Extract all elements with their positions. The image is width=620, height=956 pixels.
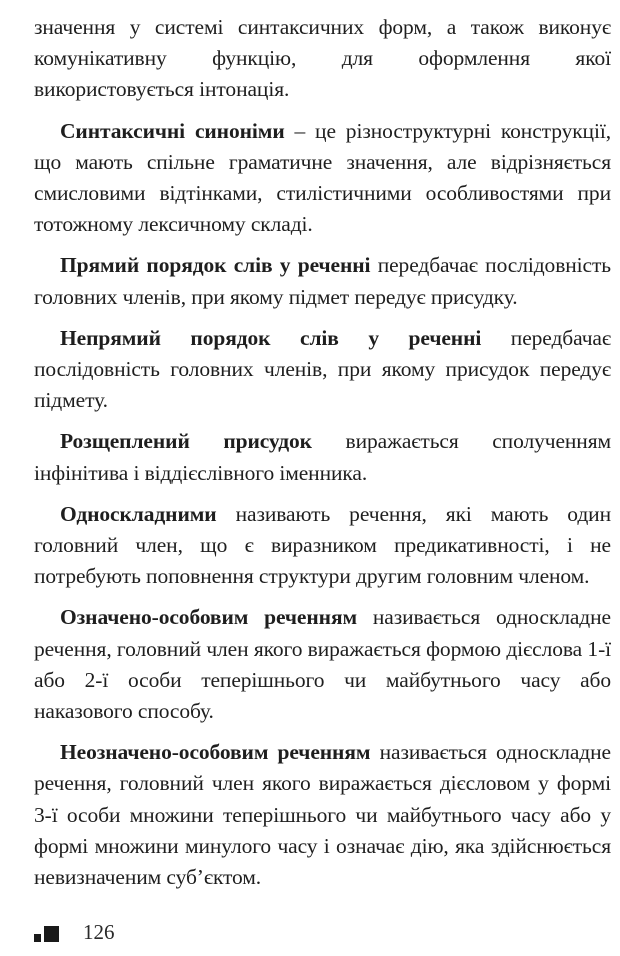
paragraph-definite-personal (34, 602, 611, 727)
paragraph-syntactic-synonyms (34, 116, 611, 241)
paragraph-indefinite-personal (34, 737, 611, 893)
page-marker-small-square (34, 934, 41, 942)
paragraph-text: значення у системі синтаксичних форм, а також виконує комунікативну функцію, для оформлення якої використовується інтонація. (34, 15, 611, 102)
term-syntactic-synonyms: Синтаксичні синоніми (60, 118, 285, 143)
paragraph-split-predicate (34, 426, 611, 488)
paragraph-text: передбачає послідовність головних членів, при якому підмет передує присудку. (34, 253, 611, 309)
paragraph-indirect-word-order (34, 323, 611, 417)
paragraph-continuation (34, 12, 611, 106)
term-definite-personal: Означено-особовим реченням (60, 605, 358, 630)
page-text (34, 12, 611, 903)
term-one-member-sentences: Односкладними (60, 501, 217, 526)
page-number: 126 (83, 919, 115, 944)
paragraph-direct-word-order (34, 250, 611, 312)
page-marker-large-square (44, 926, 59, 942)
paragraph-text: передбачає послідовність головних членів, при якому присудок передує підмету. (34, 325, 612, 413)
term-indirect-word-order: Непрямий порядок слів у реченні (60, 325, 482, 350)
page-footer (34, 917, 115, 947)
paragraph-one-member-sentences (34, 499, 611, 593)
paragraph-text: називається односкладне речення, головний член якого виражається дієсловом у формі 3-ї особи множини теперішнього чи майбутнього часу або у формі множини минулого часу і означає дію, яка здійснюється невизначеним суб’єктом. (34, 740, 611, 890)
term-split-predicate: Розщеплений присудок (60, 429, 312, 454)
paragraph-text: – це різноструктурні конструкції, що мають спільне граматичне значення, але відрізняється смисловими відтінками, стилістичними особливостями при тотожному лексичному складі. (34, 118, 611, 237)
term-indefinite-personal: Неозначено-особовим реченням (60, 740, 371, 765)
paragraph-text: виражається сполученням інфінітива і віддієслівного іменника. (34, 429, 611, 485)
term-direct-word-order: Прямий порядок слів у реченні (60, 253, 371, 278)
paragraph-text: називають речення, які мають один головний член, що є виразником предикативності, і не потребують поповнення структури другим головним членом. (34, 501, 611, 589)
paragraph-text: називається односкладне речення, головний член якого виражається формою дієслова 1-ї або 2-ї особи теперішнього чи майбутнього часу або наказового способу. (34, 605, 611, 724)
page-marker-icon (34, 922, 59, 942)
